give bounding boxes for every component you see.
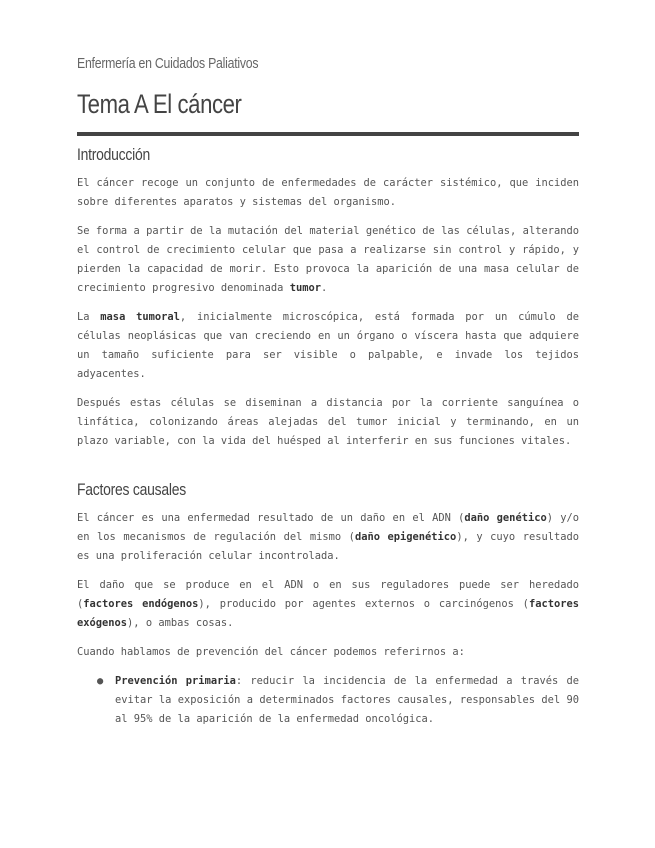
term-factores-endogenos: factores endógenos (83, 598, 199, 610)
list-item-text: : reducir la incidencia de la enfermedad a través de evitar la exposición a determinados factores causales, responsables del 90 al 95% de la aparición de la enfermedad oncológica. (115, 675, 579, 725)
section-heading-intro: Introducción (77, 145, 150, 164)
title-divider (77, 132, 579, 136)
causes-p2-text-a: El daño que se produce en el ADN o en sus reguladores puede ser heredado ( (77, 579, 579, 610)
term-dano-genetico: daño genético (464, 512, 547, 524)
term-factores-exogenos: factores exógenos (77, 598, 579, 629)
causes-p1-text-a: El cáncer es una enfermedad resultado de un daño en el ADN ( (77, 512, 465, 524)
intro-paragraph-2 (77, 222, 579, 298)
causes-p2-text-d: ), o ambas cosas. (127, 617, 234, 629)
term-tumor: tumor (289, 282, 321, 294)
causes-p1-text-c: ) y/o en los mecanismos de regulación del mismo ( (77, 512, 580, 543)
section-heading-causes: Factores causales (77, 480, 186, 499)
bullet-icon: ● (97, 675, 104, 687)
intro-paragraph-3-start: La (77, 311, 101, 323)
intro-paragraph-2-end: . (320, 282, 328, 294)
causes-p1-text-d: ), y cuyo resultado es una proliferación celular incontrolada. (77, 531, 580, 562)
causes-paragraph-3: Cuando hablamos de prevención del cáncer podemos referirnos a: (77, 646, 465, 658)
list-item (97, 672, 579, 729)
term-dano-epigenetico: daño epigenético (354, 531, 457, 543)
term-masa-tumoral: masa tumoral (100, 311, 180, 323)
intro-paragraph-3-text: , inicialmente microscópica, está formada por un cúmulo de células neoplásicas que van creciendo en un órgano o víscera hasta que adquiere un tamaño suficiente para ser visible o palpable, e invade los tejidos adyacentes. (77, 311, 579, 380)
intro-paragraph-4: Después estas células se diseminan a distancia por la corriente sanguínea o linfática, colonizando áreas alejadas del tumor inicial y terminando, en un plazo variable, con la vida del huésped al interferir en sus funciones vitales. (77, 397, 579, 447)
course-title: Enfermería en Cuidados Paliativos (77, 55, 259, 72)
causes-paragraph-1 (77, 509, 579, 566)
term-prevencion-primaria: Prevención primaria (115, 675, 236, 687)
intro-paragraph-2-text: Se forma a partir de la mutación del material genético de las células, alterando el control de crecimiento celular que pasa a realizarse sin control y rápido, y pierden la capacidad de morir. Esto provoca la aparición de una masa celular de crecimiento progresivo denominada (77, 225, 579, 294)
document-page (77, 52, 579, 729)
causes-p2-text-c: ), producido por agentes externos o carcinógenos ( (198, 598, 529, 610)
intro-paragraph-3 (77, 308, 579, 384)
causes-paragraph-2 (77, 576, 579, 633)
prevention-list (77, 672, 579, 729)
intro-paragraph-1: El cáncer recoge un conjunto de enfermedades de carácter sistémico, que inciden sobre diferentes aparatos y sistemas del organismo. (77, 177, 579, 208)
page-title: Tema A El cáncer (77, 89, 242, 119)
